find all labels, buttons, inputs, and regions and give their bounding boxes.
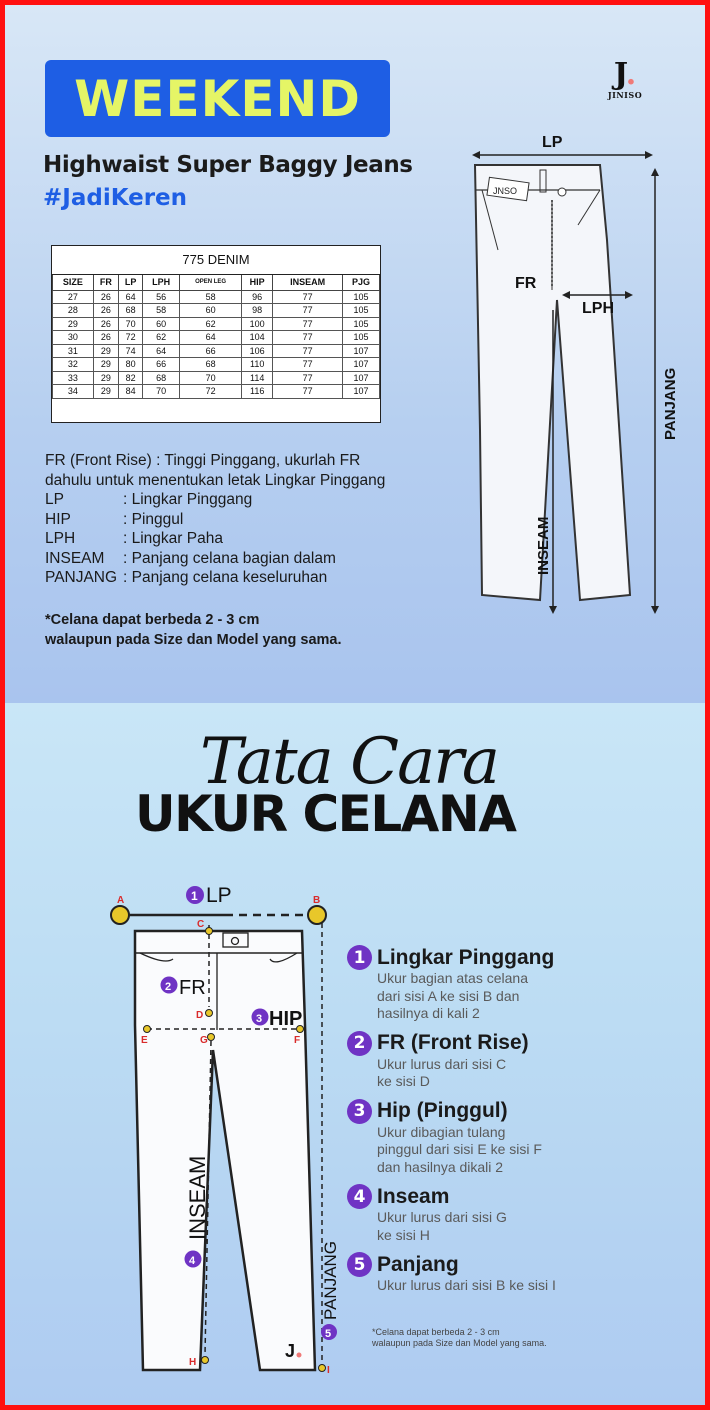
heading-script: Tata Cara bbox=[200, 725, 498, 799]
table-row bbox=[53, 290, 380, 304]
step-number: 4 bbox=[347, 1184, 372, 1209]
table-cell: 77 bbox=[273, 371, 343, 385]
weekend-badge bbox=[45, 60, 390, 137]
table-cell: 68 bbox=[118, 304, 142, 318]
table-cell: 29 bbox=[93, 358, 118, 372]
point-h: H bbox=[189, 1357, 197, 1368]
step-title: Lingkar Pinggang bbox=[377, 945, 555, 969]
point-f: F bbox=[294, 1035, 301, 1046]
step-desc: Ukur lurus dari sisi B ke sisi I bbox=[377, 1277, 556, 1293]
step-marker-3: 3 bbox=[256, 1013, 263, 1025]
hashtag: #JadiKeren bbox=[43, 185, 188, 211]
footnote-line: *Celana dapat berbeda 2 - 3 cm bbox=[372, 1327, 500, 1337]
table-cell: 77 bbox=[273, 290, 343, 304]
table-cell: 105 bbox=[343, 304, 380, 318]
table-row bbox=[53, 385, 380, 399]
point-a: A bbox=[117, 895, 125, 906]
legend-fr-line: dahulu untuk menentukan letak Lingkar Pinggang bbox=[45, 471, 386, 489]
step-desc: Ukur bagian atas celana dari sisi A ke sisi B dan hasilnya di kali 2 bbox=[377, 970, 528, 1021]
logo-mark: J bbox=[613, 57, 626, 92]
table-cell: 77 bbox=[273, 317, 343, 331]
size-table bbox=[51, 245, 381, 423]
table-cell: 107 bbox=[343, 385, 380, 399]
fr-label: FR bbox=[515, 275, 537, 292]
table-cell: 29 bbox=[93, 371, 118, 385]
size-chart-section bbox=[5, 5, 705, 703]
table-cell: 26 bbox=[93, 317, 118, 331]
step-marker-1: 1 bbox=[191, 889, 198, 903]
table-cell: 29 bbox=[93, 385, 118, 399]
table-cell: 82 bbox=[118, 371, 142, 385]
table-cell: 33 bbox=[53, 371, 94, 385]
column-header: PJG bbox=[343, 274, 380, 290]
point-c: C bbox=[197, 919, 205, 930]
heading-bold: UKUR CELANA bbox=[135, 785, 516, 843]
step-title: FR (Front Rise) bbox=[377, 1031, 529, 1054]
logo-mark: J bbox=[285, 1341, 296, 1361]
table-cell: 77 bbox=[273, 358, 343, 372]
step-number: 3 bbox=[347, 1099, 372, 1124]
note-line: walaupun pada Size dan Model yang sama. bbox=[45, 632, 342, 648]
lp-label: LP bbox=[206, 884, 232, 907]
table-cell: 56 bbox=[143, 290, 180, 304]
step-number: 2 bbox=[347, 1031, 372, 1056]
table-cell: 68 bbox=[143, 371, 180, 385]
product-title: Highwaist Super Baggy Jeans bbox=[43, 152, 413, 178]
step-item bbox=[347, 1184, 677, 1244]
legend-item: PANJANG : Panjang celana keseluruhan bbox=[45, 569, 328, 586]
table-cell: 106 bbox=[242, 344, 273, 358]
step-item bbox=[347, 1099, 677, 1177]
table-cell: 58 bbox=[143, 304, 180, 318]
table-cell: 58 bbox=[180, 290, 242, 304]
step-marker-4: 4 bbox=[189, 1255, 196, 1267]
table-cell: 105 bbox=[343, 331, 380, 345]
measure-guide-diagram bbox=[105, 875, 345, 1375]
table-cell: 64 bbox=[180, 331, 242, 345]
logo-name: JINISO bbox=[607, 90, 643, 100]
footnote-line: walaupun pada Size dan Model yang sama. bbox=[372, 1338, 547, 1348]
table-cell: 72 bbox=[118, 331, 142, 345]
column-header: LPH bbox=[143, 274, 180, 290]
table-cell: 64 bbox=[143, 344, 180, 358]
legend-item: LPH : Lingkar Paha bbox=[45, 530, 223, 547]
panjang-label: PANJANG bbox=[662, 367, 679, 440]
table-cell: 70 bbox=[143, 385, 180, 399]
table-row bbox=[53, 331, 380, 345]
table-cell: 64 bbox=[118, 290, 142, 304]
table-cell: 31 bbox=[53, 344, 94, 358]
table-cell: 84 bbox=[118, 385, 142, 399]
size-note bbox=[45, 610, 342, 650]
step-title: Panjang bbox=[377, 1252, 459, 1276]
table-cell: 105 bbox=[343, 317, 380, 331]
point-g: G bbox=[200, 1035, 208, 1046]
table-body bbox=[53, 290, 380, 398]
table-cell: 114 bbox=[242, 371, 273, 385]
table-cell: 60 bbox=[143, 317, 180, 331]
point-e: E bbox=[141, 1035, 148, 1046]
column-header: OPEN LEG bbox=[180, 274, 242, 290]
table-cell: 34 bbox=[53, 385, 94, 399]
step-desc: Ukur lurus dari sisi G ke sisi H bbox=[377, 1209, 507, 1243]
table-cell: 70 bbox=[180, 371, 242, 385]
table-cell: 107 bbox=[343, 358, 380, 372]
column-header: LP bbox=[118, 274, 142, 290]
table-cell: 74 bbox=[118, 344, 142, 358]
table-cell: 96 bbox=[242, 290, 273, 304]
step-title: Inseam bbox=[377, 1184, 450, 1208]
step-item bbox=[347, 945, 677, 1023]
step-marker-5: 5 bbox=[325, 1328, 332, 1340]
measurement-legend bbox=[45, 451, 385, 588]
table-cell: 110 bbox=[242, 358, 273, 372]
legend-item: HIP : Pinggul bbox=[45, 510, 184, 528]
panjang-label: PANJANG bbox=[321, 1240, 340, 1320]
table-row bbox=[53, 371, 380, 385]
table-cell: 77 bbox=[273, 385, 343, 399]
column-header: HIP bbox=[242, 274, 273, 290]
step-desc: Ukur dibagian tulang pinggul dari sisi E ke sisi F dan hasilnya dikali 2 bbox=[377, 1123, 542, 1175]
table-cell: 32 bbox=[53, 358, 94, 372]
inseam-label: INSEAM bbox=[535, 516, 552, 575]
step-marker-2: 2 bbox=[165, 981, 172, 993]
badge-text: WEEKEND bbox=[74, 69, 361, 128]
lph-label: LPH bbox=[582, 300, 614, 317]
patch-label: JNSO bbox=[493, 186, 518, 196]
column-header: INSEAM bbox=[273, 274, 343, 290]
table-row bbox=[53, 317, 380, 331]
measurement-steps bbox=[347, 945, 677, 1303]
step-number: 1 bbox=[347, 945, 372, 970]
table-cell: 66 bbox=[143, 358, 180, 372]
table-cell: 80 bbox=[118, 358, 142, 372]
legend-item: INSEAM : Panjang celana bagian dalam bbox=[45, 549, 336, 567]
table-cell: 29 bbox=[93, 344, 118, 358]
table-cell: 116 bbox=[242, 385, 273, 399]
logo-dot-shape bbox=[297, 1353, 302, 1358]
table-cell: 107 bbox=[343, 344, 380, 358]
table-cell: 66 bbox=[180, 344, 242, 358]
note-line: *Celana dapat berbeda 2 - 3 cm bbox=[45, 612, 260, 628]
table-cell: 68 bbox=[180, 358, 242, 372]
table-cell: 26 bbox=[93, 290, 118, 304]
table-cell: 107 bbox=[343, 371, 380, 385]
table-cell: 30 bbox=[53, 331, 94, 345]
step-title: Hip (Pinggul) bbox=[377, 1099, 508, 1122]
column-header: FR bbox=[93, 274, 118, 290]
point-b: B bbox=[313, 895, 321, 906]
table-header-row bbox=[53, 274, 380, 290]
table-caption: 775 DENIM bbox=[53, 246, 380, 274]
step-number: 5 bbox=[347, 1252, 372, 1277]
table-row bbox=[53, 304, 380, 318]
table-cell: 77 bbox=[273, 331, 343, 345]
point-d: D bbox=[196, 1010, 204, 1021]
column-header: SIZE bbox=[53, 274, 94, 290]
legend-fr-line: FR (Front Rise) : Tinggi Pinggang, ukurlah FR bbox=[45, 452, 361, 469]
point-i: I bbox=[327, 1365, 330, 1375]
legend-item: LP : Lingkar Pinggang bbox=[45, 491, 253, 508]
logo-dot: . bbox=[625, 57, 637, 92]
lp-label: LP bbox=[542, 134, 563, 151]
step-item bbox=[347, 1252, 677, 1295]
table-cell: 72 bbox=[180, 385, 242, 399]
brand-logo bbox=[605, 57, 645, 100]
table-cell: 98 bbox=[242, 304, 273, 318]
table-row bbox=[53, 344, 380, 358]
table-cell: 29 bbox=[53, 317, 94, 331]
table-cell: 62 bbox=[143, 331, 180, 345]
table-cell: 28 bbox=[53, 304, 94, 318]
table-cell: 26 bbox=[93, 304, 118, 318]
table-cell: 100 bbox=[242, 317, 273, 331]
jeans-measure-diagram bbox=[460, 130, 695, 620]
table-cell: 77 bbox=[273, 344, 343, 358]
step-desc: Ukur lurus dari sisi C ke sisi D bbox=[377, 1055, 507, 1089]
table-cell: 77 bbox=[273, 304, 343, 318]
table-row bbox=[53, 358, 380, 372]
table-cell: 60 bbox=[180, 304, 242, 318]
table-cell: 27 bbox=[53, 290, 94, 304]
table-cell: 62 bbox=[180, 317, 242, 331]
table-cell: 70 bbox=[118, 317, 142, 331]
inseam-label: INSEAM bbox=[185, 1155, 210, 1240]
table-cell: 105 bbox=[343, 290, 380, 304]
step-item bbox=[347, 1031, 677, 1091]
page-frame bbox=[5, 5, 705, 1405]
hip-label: HIP bbox=[269, 1008, 303, 1030]
table-cell: 26 bbox=[93, 331, 118, 345]
table-cell: 104 bbox=[242, 331, 273, 345]
footnote bbox=[372, 1327, 547, 1349]
fr-label: FR bbox=[179, 977, 206, 999]
